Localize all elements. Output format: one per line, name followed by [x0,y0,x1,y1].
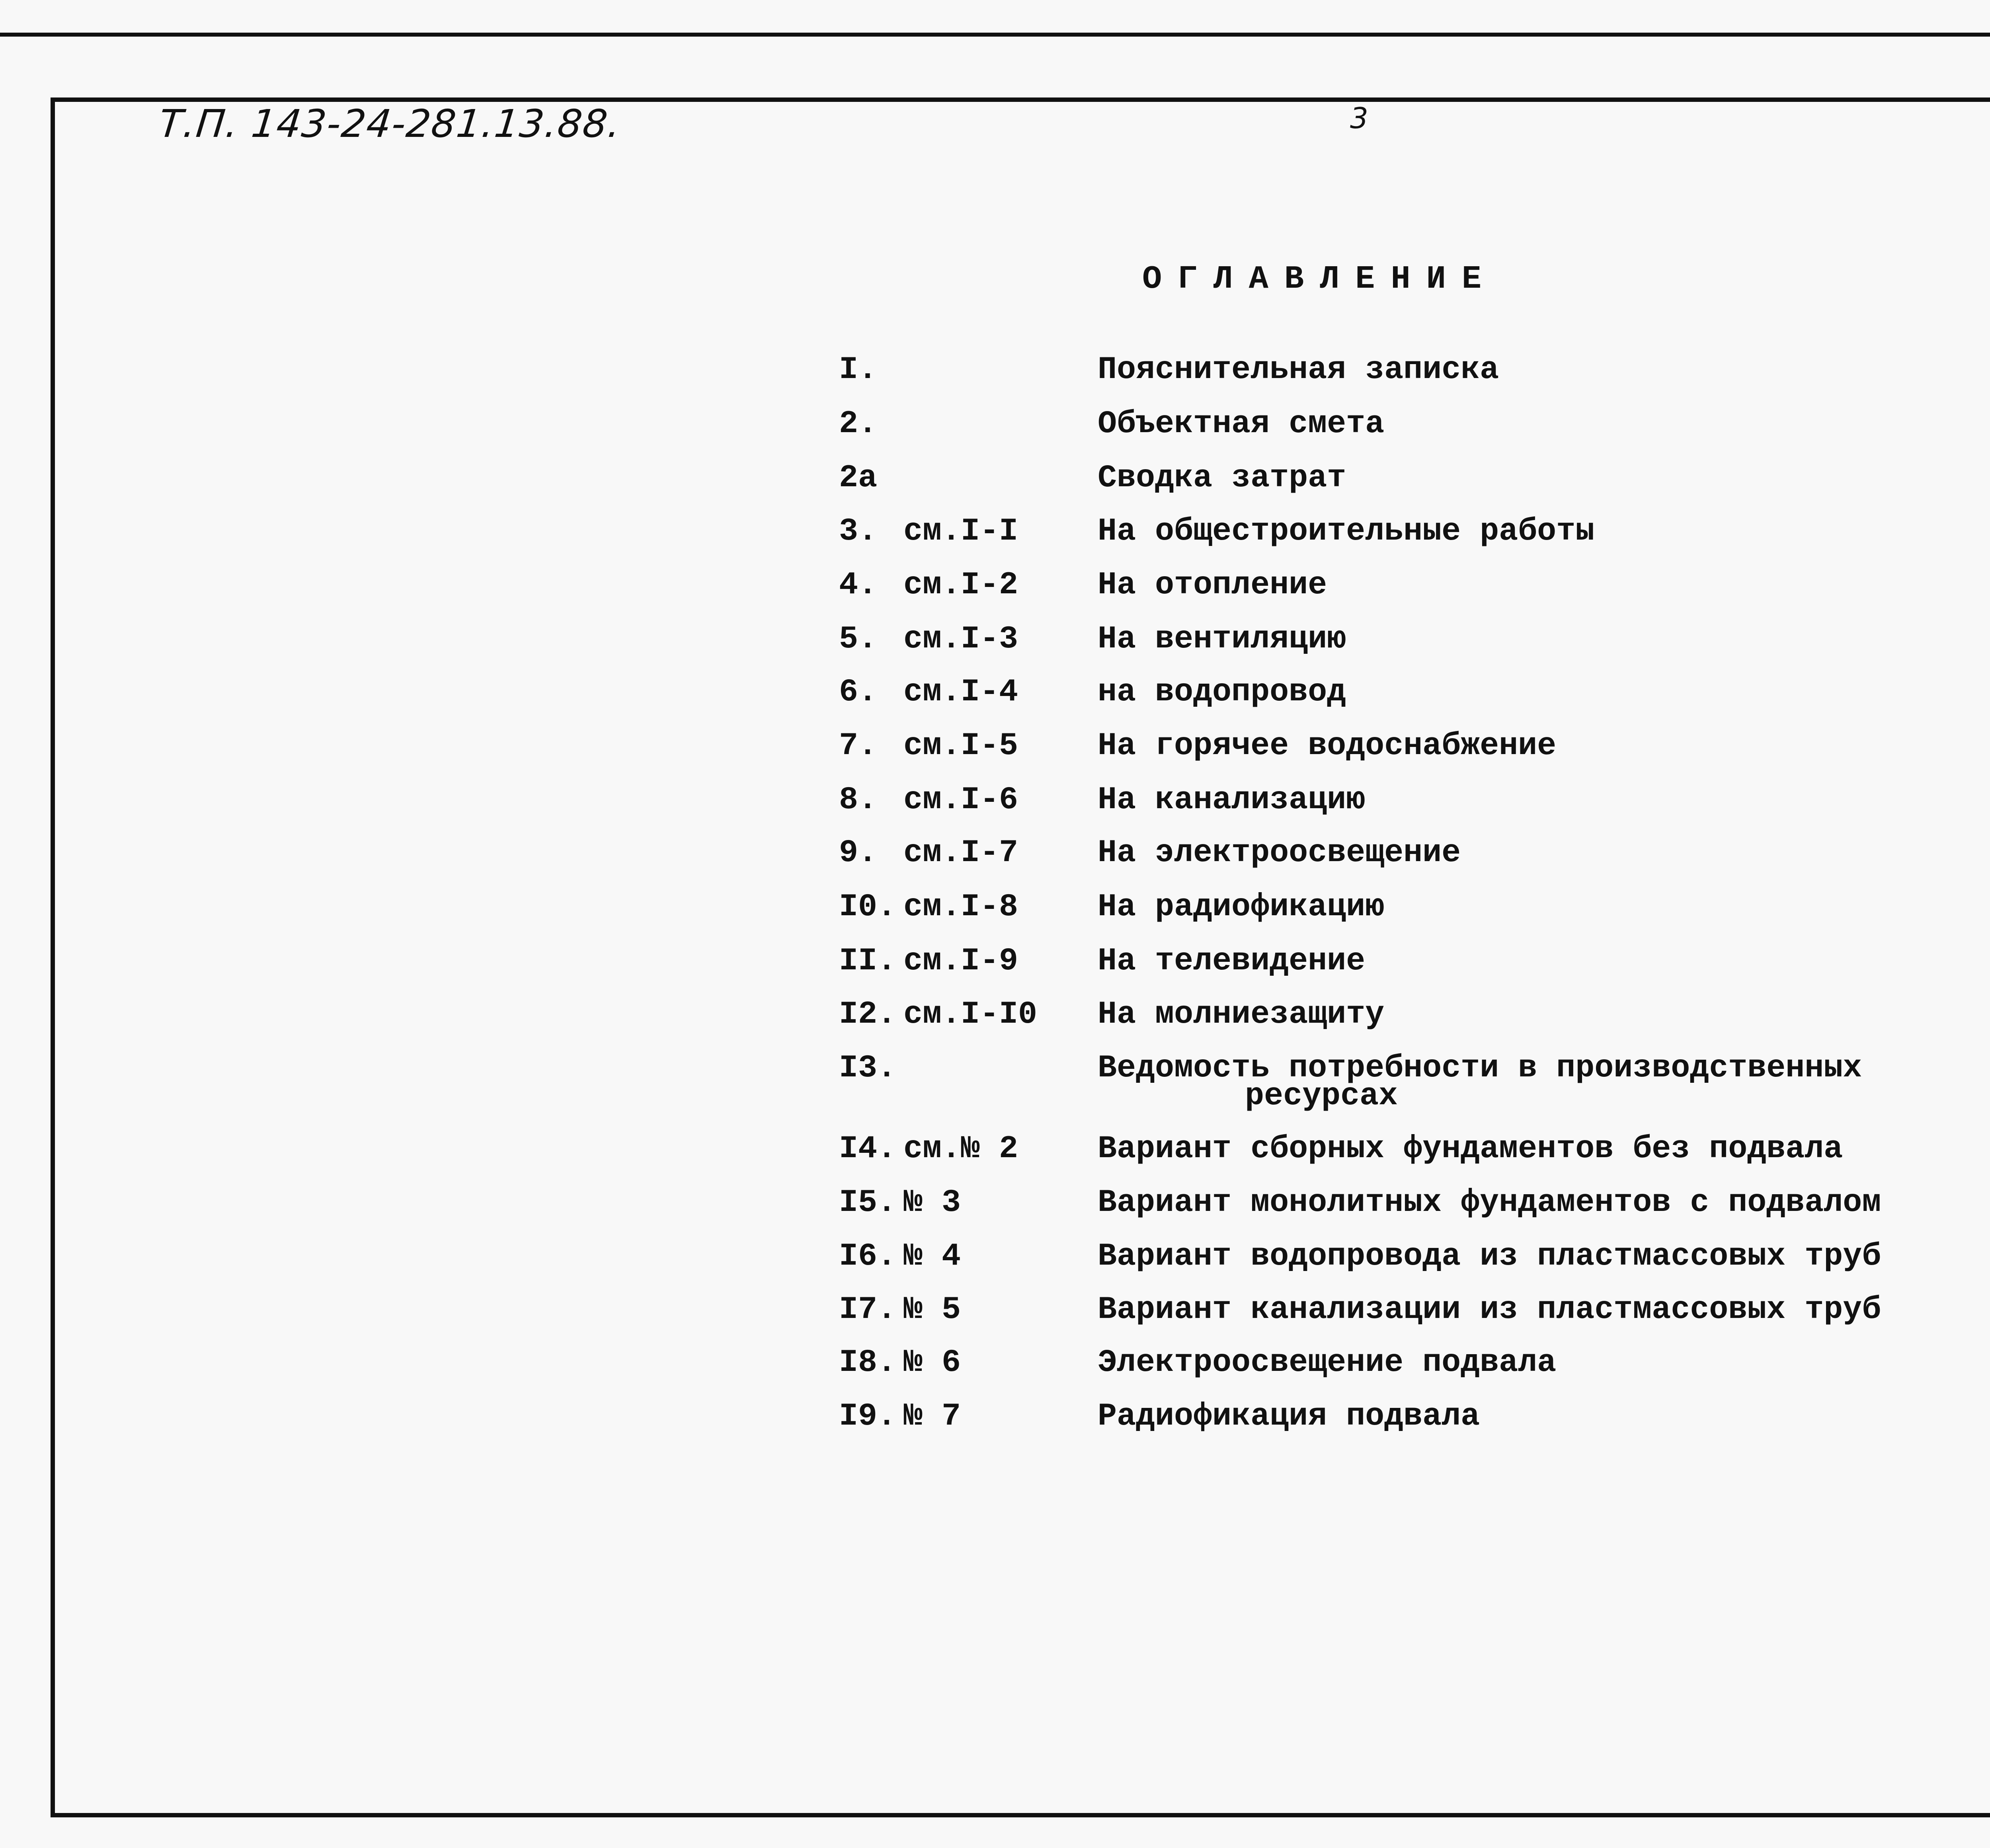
toc-row [0,404,1990,444]
toc-item-title: Вариант канализации из пластмассовых труб [1098,1292,1881,1328]
toc-row [0,1237,1990,1277]
toc-item-number: I4. [839,1131,897,1167]
document-code: Т.П. 143-24-281.13.88. [157,101,624,146]
toc-item-title: Объектная смета [1098,406,1385,442]
toc-item-number: I9. [839,1398,897,1435]
toc-item-number: I0. [839,889,897,925]
toc-row [0,726,1990,766]
toc-row [0,995,1990,1035]
toc-item-ref: см.I-3 [903,621,1018,657]
toc-item-title: Ведомость потребности в производственных [1098,1050,1862,1086]
toc-row [0,512,1990,552]
toc-item-ref: см.I-I0 [903,996,1038,1033]
toc-row [0,780,1990,820]
toc-item-title: На радиофикацию [1098,889,1385,925]
toc-item-ref: см.№ 2 [903,1131,1018,1167]
page-title: ОГЛАВЛЕНИЕ [1142,261,1498,298]
toc-item-number: I5. [839,1185,897,1221]
toc-item-ref: см.I-I [903,513,1018,550]
toc-item-ref: см.I-4 [903,674,1018,710]
toc-item-ref: № 3 [903,1185,961,1221]
toc-row [0,833,1990,873]
toc-item-title: Вариант сборных фундаментов без подвала [1098,1131,1843,1167]
toc-row [0,1397,1990,1437]
toc-item-title: На вентиляцию [1098,621,1346,657]
toc-row [0,942,1990,981]
toc-item-number: 2а [839,460,878,496]
toc-item-ref: см.I-2 [903,567,1018,603]
toc-item-title: На канализацию [1098,782,1366,818]
toc-item-title: Вариант монолитных фундаментов с подвалом [1098,1185,1881,1221]
toc-row [0,1129,1990,1169]
toc-item-number: II. [839,943,897,979]
toc-item-title: Электроосвещение подвала [1098,1345,1557,1381]
toc-item-title: На телевидение [1098,943,1366,979]
toc-item-title: На общестроительные работы [1098,513,1595,550]
toc-row [0,887,1990,927]
page-number: 3 [1350,101,1368,135]
toc-item-title: Радиофикация подвала [1098,1398,1480,1435]
toc-row [0,1290,1990,1330]
toc-item-title: Вариант водопровода из пластмассовых труб [1098,1238,1881,1275]
toc-item-title: Сводка затрат [1098,460,1346,496]
toc-row [0,1343,1990,1383]
toc-item-ref: см.I-9 [903,943,1018,979]
toc-item-ref: см.I-8 [903,889,1018,925]
toc-item-number: I3. [839,1050,897,1086]
toc-item-number: 7. [839,728,878,764]
toc-item-number: 3. [839,513,878,550]
toc-item-title: На горячее водоснабжение [1098,728,1557,764]
toc-item-ref: № 5 [903,1292,961,1328]
toc-item-ref: см.I-6 [903,782,1018,818]
toc-item-title: Пояснительная записка [1098,352,1499,388]
toc-item-number: 6. [839,674,878,710]
toc-item-ref: № 4 [903,1238,961,1275]
toc-row [0,565,1990,605]
toc-row [0,350,1990,390]
toc-row [0,673,1990,712]
toc-item-number: 4. [839,567,878,603]
toc-item-number: I. [839,352,878,388]
toc-item-ref: № 7 [903,1398,961,1435]
toc-item-ref: см.I-5 [903,728,1018,764]
toc-row [0,458,1990,498]
toc-item-number: 5. [839,621,878,657]
toc-item-title-continuation: ресурсах [1245,1078,1398,1114]
toc-item-number: I8. [839,1345,897,1381]
toc-item-number: I6. [839,1238,897,1275]
toc-item-title: На молниезащиту [1098,996,1385,1033]
toc-item-number: I7. [839,1292,897,1328]
toc-item-number: 2. [839,406,878,442]
toc-item-number: I2. [839,996,897,1033]
toc-item-title: На отопление [1098,567,1327,603]
toc-item-number: 9. [839,835,878,871]
toc-item-ref: см.I-7 [903,835,1018,871]
toc-item-ref: № 6 [903,1345,961,1381]
toc-item-title: На электроосвещение [1098,835,1461,871]
toc-row [0,1183,1990,1223]
toc-item-title: на водопровод [1098,674,1346,710]
toc-row [0,1049,1990,1114]
toc-row [0,620,1990,659]
toc-item-number: 8. [839,782,878,818]
